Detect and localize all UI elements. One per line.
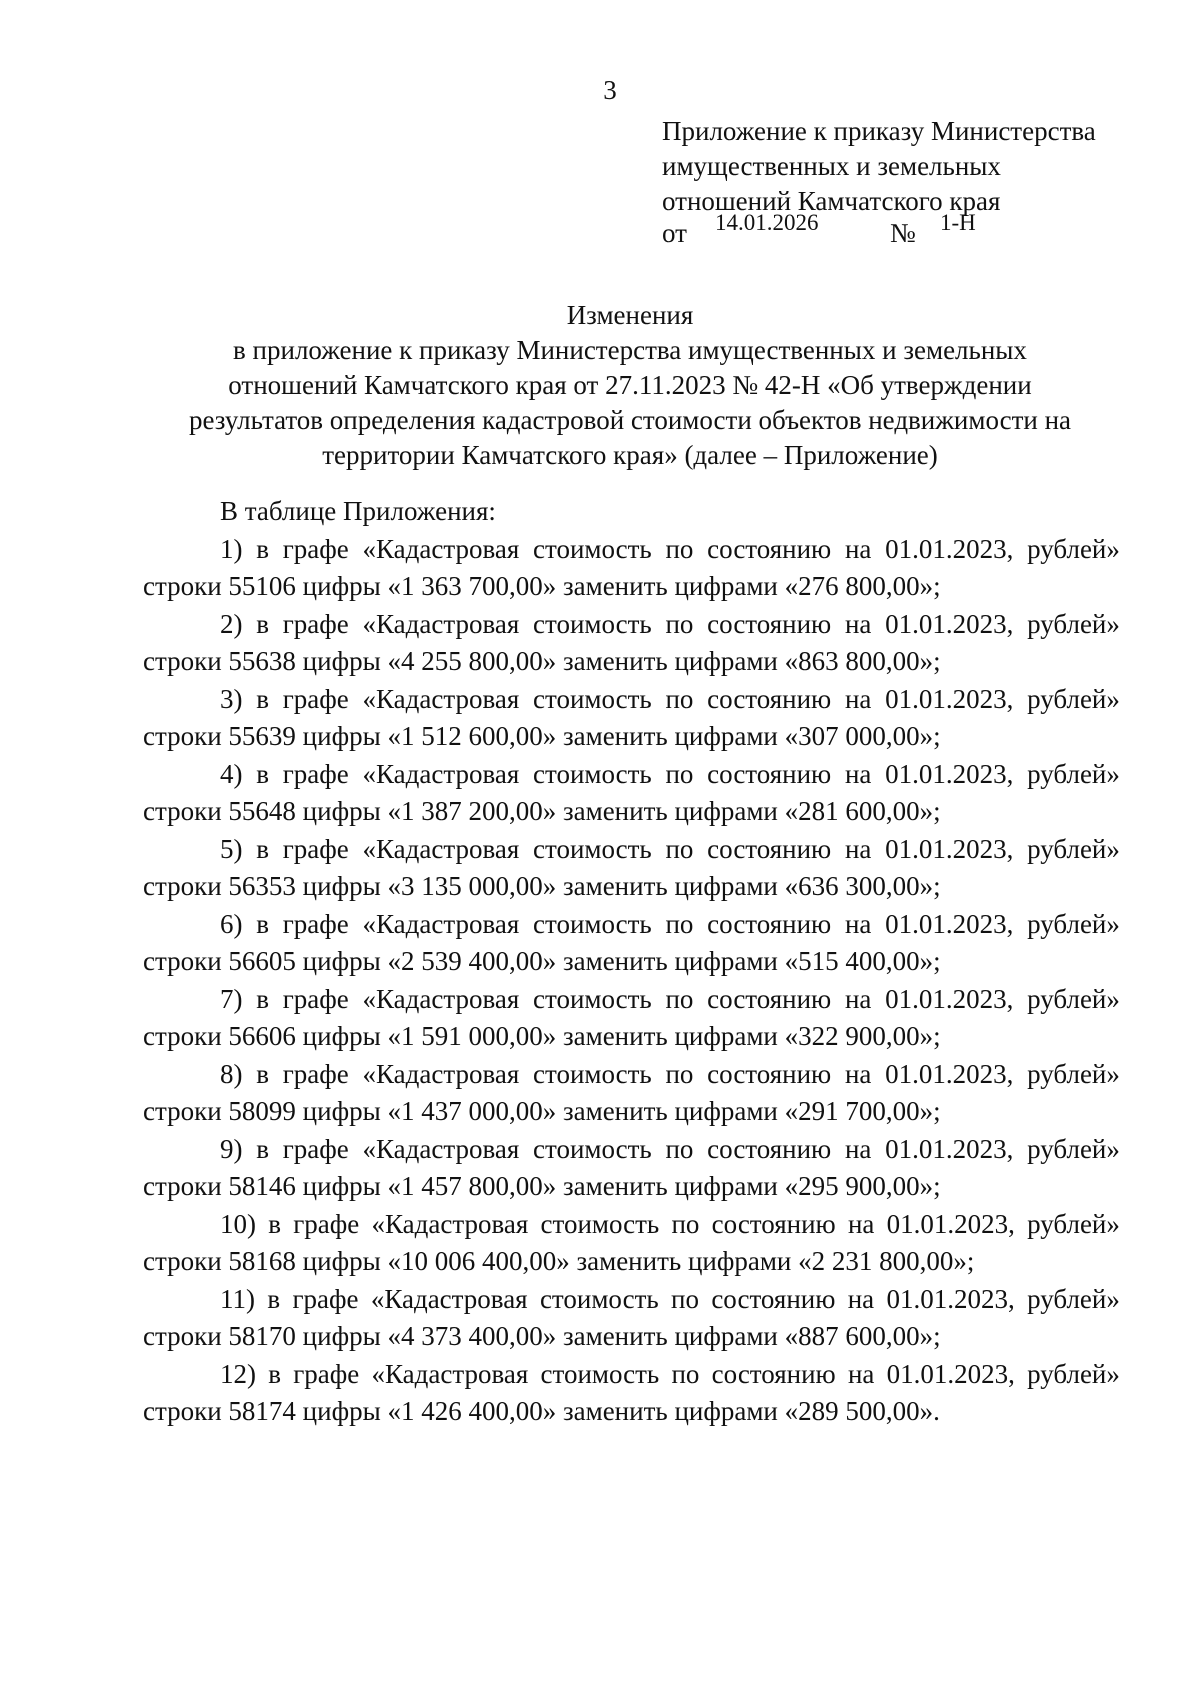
amendment-word: в (267, 1284, 281, 1314)
amendment-item (143, 1356, 1120, 1430)
amendment-item (143, 681, 1120, 755)
amendment-second-line: строки 58099 цифры «1 437 000,00» заменить цифрами «291 700,00»; (143, 1096, 941, 1126)
amendment-item (143, 1206, 1120, 1280)
amendment-word: стоимость (540, 1209, 660, 1239)
amendment-word: рублей» (1027, 1209, 1120, 1239)
amendment-word: состоянию (711, 1209, 836, 1239)
amendment-word: на (844, 834, 872, 864)
amendment-word: по (665, 1059, 694, 1089)
amendment-word: 01.01.2023, (885, 534, 1014, 564)
order-date: 14.01.2026 (715, 210, 819, 235)
amendment-first-line (143, 1056, 1120, 1093)
amendment-word: рублей» (1027, 1059, 1120, 1089)
amendment-first-line (143, 756, 1120, 793)
title-line: отношений Камчатского края от 27.11.2023 № 42-Н «Об утверждении (228, 370, 1032, 400)
amendment-word: графе (282, 834, 349, 864)
amendment-second-line: строки 55639 цифры «1 512 600,00» заменить цифрами «307 000,00»; (143, 721, 941, 751)
amendment-word: состоянию (707, 984, 832, 1014)
amendment-word: 01.01.2023, (885, 984, 1014, 1014)
amendment-first-line (143, 906, 1120, 943)
amendment-word: рублей» (1027, 1284, 1120, 1314)
amendment-second-line: строки 56353 цифры «3 135 000,00» заменить цифрами «636 300,00»; (143, 871, 941, 901)
amendment-word: графе (282, 984, 349, 1014)
amendment-word: состоянию (707, 909, 832, 939)
amendment-word: состоянию (707, 684, 832, 714)
amendment-second-line: строки 58168 цифры «10 006 400,00» заменить цифрами «2 231 800,00»; (143, 1246, 975, 1276)
amendment-word: в (268, 1359, 281, 1389)
amendment-word: «Кадастровая (362, 834, 520, 864)
amendment-word: «Кадастровая (362, 909, 520, 939)
amendment-word: по (671, 1209, 700, 1239)
amendment-word: на (847, 1209, 875, 1239)
amendment-item (143, 606, 1120, 680)
amendment-list (143, 531, 1120, 1430)
amendment-word: графе (282, 684, 349, 714)
amendment-second-line: строки 58146 цифры «1 457 800,00» заменить цифрами «295 900,00»; (143, 1171, 941, 1201)
amendment-item (143, 981, 1120, 1055)
title-line: результатов определения кадастровой стоимости объектов недвижимости на (188, 405, 1072, 435)
amendment-word: 10) (220, 1209, 256, 1239)
amendment-word: по (665, 609, 694, 639)
amendment-word: рублей» (1027, 984, 1120, 1014)
amendment-word: 01.01.2023, (886, 1284, 1015, 1314)
amendment-word: в (256, 1059, 269, 1089)
amendment-word: рублей» (1027, 684, 1120, 714)
amendment-word: на (844, 534, 872, 564)
amendment-word: рублей» (1027, 1359, 1120, 1389)
amendment-second-line: строки 56606 цифры «1 591 000,00» заменить цифрами «322 900,00»; (143, 1021, 941, 1051)
amendment-word: «Кадастровая (362, 1059, 520, 1089)
amendment-word: 01.01.2023, (885, 834, 1014, 864)
amendment-word: по (665, 1134, 694, 1164)
amendment-word: в (256, 909, 269, 939)
amendment-word: по (671, 1284, 699, 1314)
amendment-word: на (844, 1134, 872, 1164)
annex-line: Приложение к приказу Министерства (662, 116, 1096, 146)
amendment-word: состоянию (707, 759, 832, 789)
amendment-word: по (665, 534, 694, 564)
amendment-word: по (665, 834, 694, 864)
annex-line: отношений Камчатского края (662, 186, 1001, 216)
amendment-word: состоянию (707, 1134, 832, 1164)
amendment-word: состоянию (707, 534, 832, 564)
amendment-word: на (844, 909, 872, 939)
amendment-first-line (143, 1206, 1120, 1243)
amendment-first-line (143, 606, 1120, 643)
amendment-first-line (143, 681, 1120, 718)
amendment-word: в (268, 1209, 281, 1239)
order-number: 1-Н (940, 210, 976, 235)
amendment-word: стоимость (533, 684, 652, 714)
amendment-word: 01.01.2023, (885, 759, 1014, 789)
amendment-word: графе (293, 1359, 360, 1389)
amendment-word: графе (282, 1059, 349, 1089)
amendment-word: на (844, 609, 872, 639)
document-body (143, 493, 1120, 1430)
amendment-word: 01.01.2023, (886, 1209, 1015, 1239)
amendment-word: состоянию (707, 609, 832, 639)
amendment-word: по (665, 684, 694, 714)
amendment-word: 6) (220, 909, 243, 939)
amendment-word: состоянию (711, 1284, 836, 1314)
amendment-word: 3) (220, 684, 243, 714)
amendment-item (143, 1281, 1120, 1355)
amendment-word: в (256, 684, 269, 714)
amendment-word: стоимость (533, 534, 652, 564)
amendment-first-line (143, 981, 1120, 1018)
amendment-word: графе (282, 534, 349, 564)
amendment-item (143, 756, 1120, 830)
amendment-word: на (844, 1059, 872, 1089)
amendment-first-line (143, 531, 1120, 568)
amendment-word: 9) (220, 1134, 243, 1164)
amendment-word: графе (282, 1134, 349, 1164)
amendment-first-line (143, 831, 1120, 868)
amendment-word: рублей» (1027, 759, 1120, 789)
amendment-word: графе (282, 609, 349, 639)
amendment-word: 01.01.2023, (885, 1134, 1014, 1164)
amendment-word: 12) (220, 1359, 256, 1389)
amendment-word: в (256, 834, 269, 864)
amendment-word: в (256, 534, 269, 564)
amendment-word: «Кадастровая (362, 684, 520, 714)
amendment-word: 8) (220, 1059, 243, 1089)
amendment-word: по (671, 1359, 700, 1389)
amendment-word: стоимость (533, 759, 652, 789)
amendment-word: состоянию (711, 1359, 836, 1389)
annex-header (662, 114, 1142, 219)
annex-line: имущественных и земельных (662, 151, 1001, 181)
amendment-word: на (847, 1359, 875, 1389)
amendment-item (143, 1056, 1120, 1130)
amendment-word: графе (282, 759, 349, 789)
amendment-word: рублей» (1027, 909, 1120, 939)
amendment-word: рублей» (1027, 609, 1120, 639)
document-title (120, 298, 1140, 473)
date-prefix: от (662, 218, 687, 248)
amendment-word: по (665, 759, 694, 789)
number-prefix: № (890, 218, 916, 248)
amendment-word: 01.01.2023, (885, 684, 1014, 714)
amendment-second-line: строки 56605 цифры «2 539 400,00» заменить цифрами «515 400,00»; (143, 946, 941, 976)
amendment-word: на (844, 759, 872, 789)
amendment-word: на (844, 984, 872, 1014)
amendment-word: стоимость (533, 909, 652, 939)
amendment-word: состоянию (707, 834, 832, 864)
amendment-item (143, 831, 1120, 905)
amendment-word: на (847, 1284, 875, 1314)
amendment-word: в (256, 1134, 269, 1164)
amendment-word: 01.01.2023, (886, 1359, 1015, 1389)
amendment-word: стоимость (533, 1059, 652, 1089)
page-number: 3 (603, 75, 617, 105)
amendment-word: «Кадастровая (362, 759, 520, 789)
amendment-word: по (665, 984, 694, 1014)
amendment-second-line: строки 55106 цифры «1 363 700,00» заменить цифрами «276 800,00»; (143, 571, 941, 601)
amendment-item (143, 906, 1120, 980)
amendment-word: графе (293, 1209, 360, 1239)
amendment-item (143, 1131, 1120, 1205)
amendment-word: стоимость (533, 834, 652, 864)
amendment-word: на (844, 684, 872, 714)
title-line: территории Камчатского края» (далее – Приложение) (322, 440, 938, 470)
amendment-word: состоянию (707, 1059, 832, 1089)
amendment-first-line (143, 1131, 1120, 1168)
amendment-word: рублей» (1027, 834, 1120, 864)
amendment-item (143, 531, 1120, 605)
amendment-second-line: строки 58174 цифры «1 426 400,00» заменить цифрами «289 500,00». (143, 1396, 940, 1426)
amendment-word: в (256, 984, 269, 1014)
amendment-word: по (665, 909, 694, 939)
amendment-word: «Кадастровая (371, 1359, 529, 1389)
amendment-word: «Кадастровая (362, 534, 520, 564)
amendment-word: в (256, 609, 269, 639)
amendment-word: 4) (220, 759, 243, 789)
title-line: в приложение к приказу Министерства имущественных и земельных (233, 335, 1027, 365)
amendment-first-line (143, 1281, 1120, 1318)
title-heading: Изменения (566, 300, 694, 330)
amendment-word: 5) (220, 834, 243, 864)
amendment-word: 01.01.2023, (885, 609, 1014, 639)
amendment-word: «Кадастровая (371, 1209, 529, 1239)
amendment-first-line (143, 1356, 1120, 1393)
amendment-word: «Кадастровая (370, 1284, 528, 1314)
amendment-word: 11) (220, 1284, 255, 1314)
amendment-word: стоимость (533, 1134, 652, 1164)
annex-date-line (662, 210, 1082, 246)
amendment-word: 2) (220, 609, 243, 639)
amendment-word: 01.01.2023, (885, 909, 1014, 939)
amendment-word: «Кадастровая (362, 609, 520, 639)
amendment-word: «Кадастровая (362, 984, 520, 1014)
amendment-word: 7) (220, 984, 243, 1014)
amendment-word: стоимость (539, 1284, 659, 1314)
amendment-second-line: строки 55648 цифры «1 387 200,00» заменить цифрами «281 600,00»; (143, 796, 941, 826)
amendment-word: стоимость (533, 984, 652, 1014)
amendment-word: стоимость (533, 609, 652, 639)
amendment-word: 01.01.2023, (885, 1059, 1014, 1089)
amendment-word: «Кадастровая (362, 1134, 520, 1164)
amendment-word: графе (292, 1284, 359, 1314)
amendment-word: рублей» (1027, 1134, 1120, 1164)
body-lead: В таблице Приложения: (220, 496, 496, 526)
amendment-word: 1) (220, 534, 243, 564)
amendment-word: рублей» (1027, 534, 1120, 564)
amendment-second-line: строки 55638 цифры «4 255 800,00» заменить цифрами «863 800,00»; (143, 646, 941, 676)
amendment-word: в (256, 759, 269, 789)
amendment-second-line: строки 58170 цифры «4 373 400,00» заменить цифрами «887 600,00»; (143, 1321, 941, 1351)
amendment-word: стоимость (540, 1359, 660, 1389)
amendment-word: графе (282, 909, 349, 939)
